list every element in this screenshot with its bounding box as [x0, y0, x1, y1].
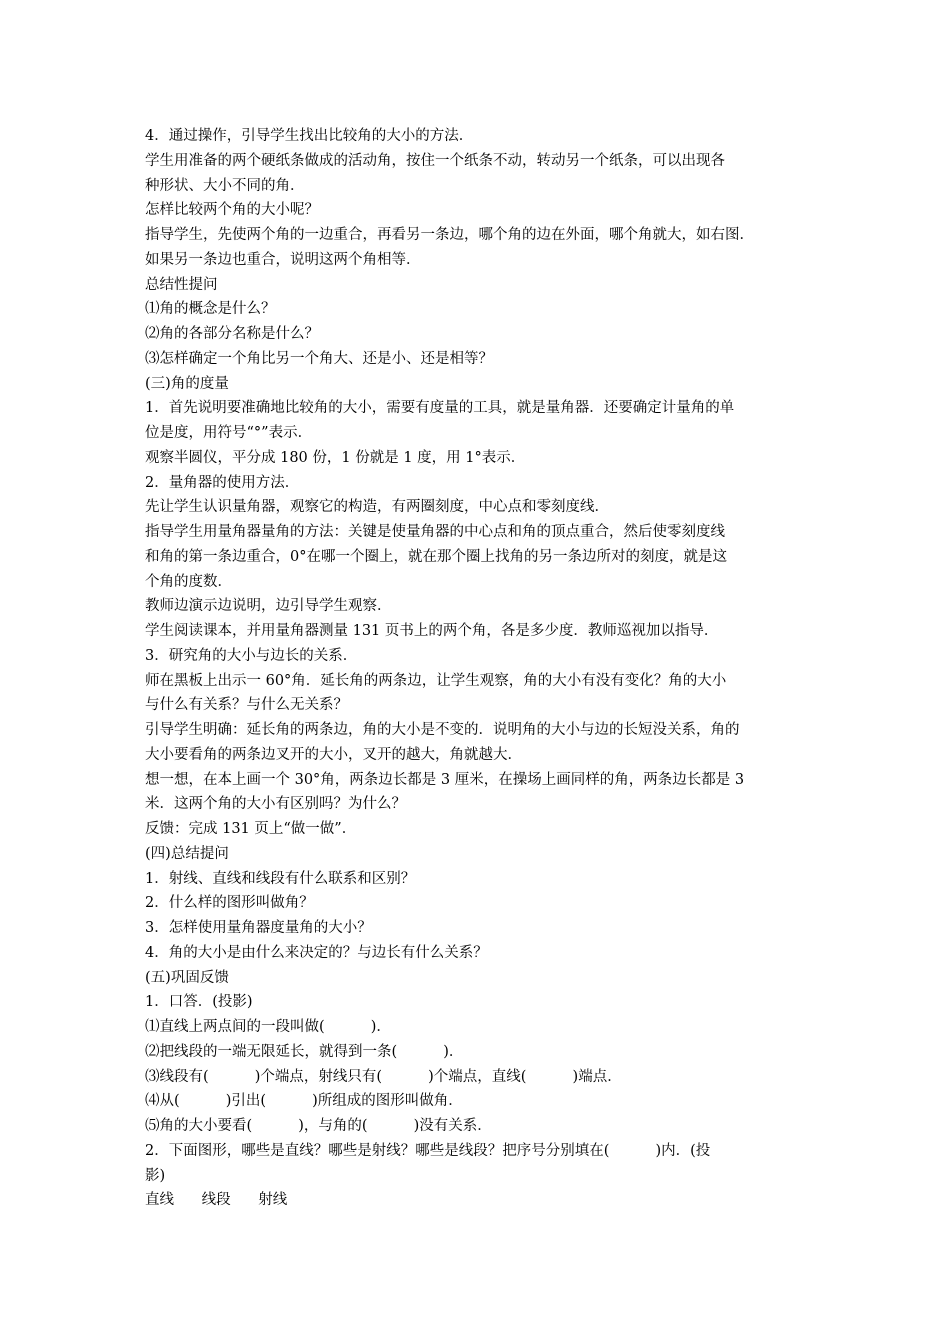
section-heading: 总结性提问	[145, 276, 218, 293]
category-labels: 直线 线段 射线	[145, 1192, 288, 1209]
text-line: 影)	[145, 1167, 166, 1184]
text-line: 学生阅读课本，并用量角器测量 131 页书上的两个角，各是多少度．教师巡视加以指导．	[145, 623, 719, 639]
text-line: 教师边演示边说明，边引导学生观察．	[145, 598, 392, 615]
section-heading: (三)角的度量	[145, 375, 229, 392]
text-line: 大小要看角的两条边叉开的大小，叉开的越大，角就越大．	[145, 746, 522, 763]
text-line: 1．射线、直线和线段有什么联系和区别？	[145, 870, 416, 887]
text-line: 1．口答．(投影)	[145, 994, 253, 1011]
text-line: 4．通过操作，引导学生找出比较角的大小的方法．	[145, 128, 474, 144]
text-line: 观察半圆仪，平分成 180 份，1 份就是 1 度，用 1°表示．	[145, 449, 526, 466]
fill-in-question: ⑴直线上两点间的一段叫做( )．	[145, 1019, 391, 1035]
text-line: 想一想，在本上画一个 30°角，两条边长都是 3 厘米，在操场上画同样的角，两条边长都是 3	[145, 771, 745, 788]
text-line: 种形状、大小不同的角．	[145, 177, 305, 194]
text-line: 反馈：完成 131 页上“做一做”．	[145, 821, 357, 837]
text-line: 3．研究角的大小与边长的关系．	[145, 647, 358, 664]
text-line: 3．怎样使用量角器度量角的大小？	[145, 920, 372, 936]
text-line: 个角的度数．	[145, 573, 232, 590]
text-line: 1．首先说明要准确地比较角的大小，需要有度量的工具，就是量角器．还要确定计量角的单	[145, 400, 735, 417]
text-line: ⑴角的概念是什么？	[145, 301, 276, 318]
document-body	[145, 124, 813, 1213]
text-line: 与什么有关系？与什么无关系？	[145, 697, 348, 714]
text-line: 怎样比较两个角的大小呢？	[145, 202, 319, 219]
text-line: 先让学生认识量角器，观察它的构造，有两圈刻度，中心点和零刻度线．	[145, 499, 609, 516]
text-line: 学生用准备的两个硬纸条做成的活动角，按住一个纸条不动，转动另一个纸条，可以出现各	[145, 152, 725, 169]
section-heading: (四)总结提问	[145, 845, 229, 862]
fill-in-question: ⑵把线段的一端无限延长，就得到一条( )．	[145, 1043, 464, 1060]
text-line: 指导学生用量角器量角的方法：关键是使量角器的中心点和角的顶点重合，然后使零刻度线	[145, 524, 725, 540]
section-heading: (五)巩固反馈	[145, 969, 229, 986]
text-line: 师在黑板上出示一 60°角．延长角的两条边，让学生观察，角的大小有没有变化？角的大小	[145, 672, 727, 689]
text-line: 位是度，用符号“°”表示．	[145, 425, 313, 441]
fill-in-question: ⑷从( )引出( )所组成的图形叫做角．	[145, 1093, 463, 1110]
text-line: 2．量角器的使用方法．	[145, 474, 300, 491]
text-line: 4．角的大小是由什么来决定的？与边长有什么关系？	[145, 944, 488, 961]
text-line: 2．什么样的图形叫做角？	[145, 895, 314, 912]
text-line: 2．下面图形，哪些是直线？哪些是射线？哪些是线段？把序号分别填在( )内．(投	[145, 1142, 711, 1159]
text-line: 如果另一条边也重合，说明这两个角相等．	[145, 251, 421, 268]
text-line: 米．这两个角的大小有区别吗？为什么？	[145, 796, 406, 813]
text-line: 指导学生，先使两个角的一边重合，再看另一条边，哪个角的边在外面，哪个角就大，如右图．	[145, 227, 754, 243]
text-line: ⑶怎样确定一个角比另一个角大、还是小、还是相等？	[145, 350, 493, 367]
fill-in-question: ⑶线段有( )个端点，射线只有( )个端点，直线( )端点．	[145, 1068, 622, 1085]
text-line: 引导学生明确：延长角的两条边，角的大小是不变的．说明角的大小与边的长短没关系，角的	[145, 722, 740, 738]
text-line: 和角的第一条边重合，0°在哪一个圈上，就在那个圈上找角的另一条边所对的刻度，就是这	[145, 548, 727, 565]
text-line: ⑵角的各部分名称是什么？	[145, 326, 319, 342]
fill-in-question: ⑸角的大小要看( )，与角的( )没有关系．	[145, 1118, 492, 1134]
